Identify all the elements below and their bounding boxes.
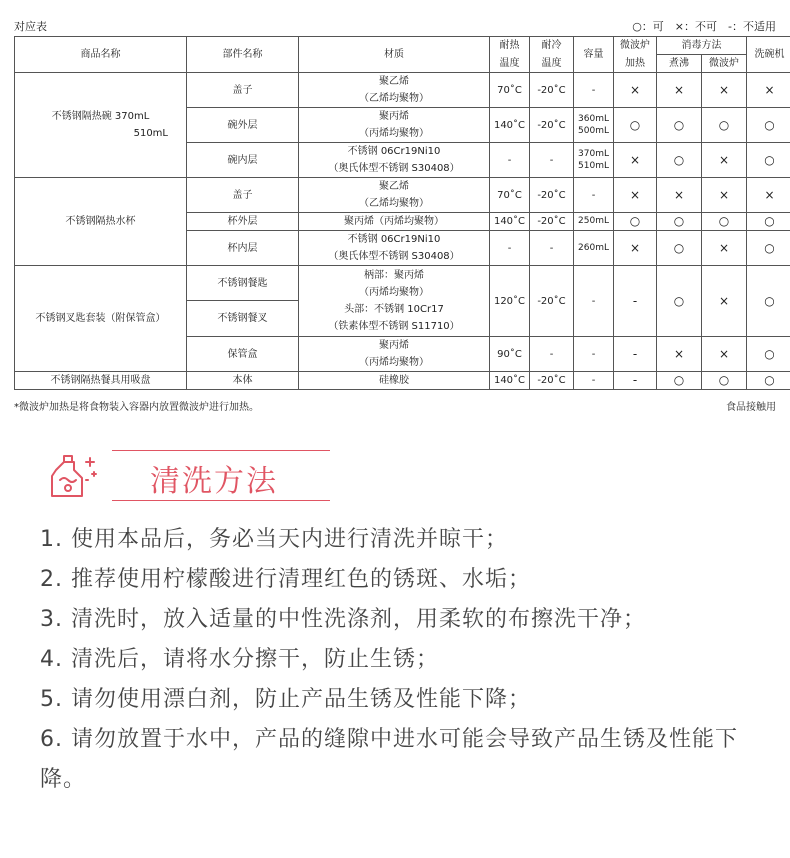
material-cell: 聚乙烯 （乙烯均聚物） — [299, 73, 490, 108]
microwave-disinfect-mark: ○ — [702, 372, 747, 390]
material-cell: 硅橡胶 — [299, 372, 490, 390]
capacity-cell: - — [574, 73, 614, 108]
microwave-mark: × — [614, 143, 657, 178]
heat-cell: - — [490, 143, 530, 178]
capacity-cell: 260mL — [574, 231, 614, 266]
capacity-cell: - — [574, 266, 614, 337]
header-name: 商品名称 — [15, 37, 187, 73]
product-name-cutlery: 不锈钢叉匙套装（附保管盒） — [15, 266, 187, 372]
microwave-disinfect-mark: × — [702, 73, 747, 108]
part-name: 杯内层 — [187, 231, 299, 266]
cold-cell: -20˚C — [530, 213, 574, 231]
table-row — [15, 73, 790, 108]
cold-cell: - — [530, 143, 574, 178]
header-microwave-2: 加热 — [614, 55, 657, 73]
header-heat-1: 耐热 — [490, 37, 530, 55]
dishwasher-mark: × — [747, 73, 790, 108]
table-topline — [14, 18, 776, 36]
list-item: 3. 清洗时，放入适量的中性洗涤剂，用柔软的布擦洗干净； — [40, 607, 646, 632]
boil-mark: ○ — [657, 231, 702, 266]
dishwasher-mark: ○ — [747, 372, 790, 390]
header-microwave-disinfect: 微波炉 — [702, 55, 747, 73]
list-item: 2. 推荐使用柠檬酸进行清理红色的锈斑、水垢； — [40, 567, 531, 592]
dishwasher-mark: ○ — [747, 143, 790, 178]
cold-cell: -20˚C — [530, 73, 574, 108]
material-cell: 聚乙烯 （乙烯均聚物） — [299, 178, 490, 213]
material-cell: 聚丙烯（丙烯均聚物） — [299, 213, 490, 231]
microwave-disinfect-mark: × — [702, 143, 747, 178]
microwave-mark: × — [614, 73, 657, 108]
part-name: 不锈钢餐匙 — [187, 266, 299, 301]
microwave-mark: - — [614, 372, 657, 390]
material-cell: 不锈钢 06Cr19Ni10 （奥氏体型不锈钢 S30408） — [299, 231, 490, 266]
heat-cell: 120˚C — [490, 266, 530, 337]
heat-cell: 70˚C — [490, 73, 530, 108]
microwave-mark: - — [614, 266, 657, 337]
microwave-disinfect-mark: × — [702, 337, 747, 372]
header-material: 材质 — [299, 37, 490, 73]
footnote-food-contact: 食品接触用 — [726, 402, 776, 413]
header-cold-2: 温度 — [530, 55, 574, 73]
cold-cell: - — [530, 337, 574, 372]
compatibility-table — [14, 36, 790, 390]
header-boil: 煮沸 — [657, 55, 702, 73]
capacity-cell: 370mL 510mL — [574, 143, 614, 178]
heat-cell: - — [490, 231, 530, 266]
list-item: 5. 请勿使用漂白剂，防止产品生锈及性能下降； — [40, 687, 531, 712]
table-legend: ○：可 ×：不可 -：不适用 — [632, 20, 776, 33]
part-name: 不锈钢餐叉 — [187, 301, 299, 337]
microwave-mark: × — [614, 231, 657, 266]
list-item: 6. 请勿放置于水中，产品的缝隙中进水可能会导致产品生锈及性能下降。 — [40, 727, 738, 792]
part-name: 保管盒 — [187, 337, 299, 372]
cleaning-steps — [40, 520, 770, 800]
capacity-cell: - — [574, 178, 614, 213]
list-item: 1. 使用本品后，务必当天内进行清洗并晾干； — [40, 527, 508, 552]
dishwasher-mark: ○ — [747, 213, 790, 231]
boil-mark: × — [657, 178, 702, 213]
header-dishwasher: 洗碗机 — [747, 37, 790, 73]
microwave-disinfect-mark: × — [702, 266, 747, 337]
list-item: 4. 清洗后，请将水分擦干，防止生锈； — [40, 647, 439, 672]
boil-mark: ○ — [657, 143, 702, 178]
part-name: 本体 — [187, 372, 299, 390]
material-cell: 聚丙烯 （丙烯均聚物） — [299, 108, 490, 143]
header-part: 部件名称 — [187, 37, 299, 73]
boil-mark: ○ — [657, 266, 702, 337]
dishwasher-mark: ○ — [747, 337, 790, 372]
microwave-mark: × — [614, 178, 657, 213]
capacity-cell: 250mL — [574, 213, 614, 231]
material-cell: 不锈钢 06Cr19Ni10 （奥氏体型不锈钢 S30408） — [299, 143, 490, 178]
header-top-rule — [112, 450, 330, 451]
dishwasher-mark: ○ — [747, 231, 790, 266]
header-disinfect: 消毒方法 — [657, 37, 747, 55]
boil-mark: × — [657, 337, 702, 372]
dishwasher-mark: ○ — [747, 266, 790, 337]
dishwasher-mark: ○ — [747, 108, 790, 143]
product-name-suction: 不锈钢隔热餐具用吸盘 — [15, 372, 187, 390]
heat-cell: 70˚C — [490, 178, 530, 213]
dishwasher-mark: × — [747, 178, 790, 213]
heat-cell: 90˚C — [490, 337, 530, 372]
footnote-microwave: *微波炉加热是将食物装入容器内放置微波炉进行加热。 — [14, 402, 259, 413]
product-name-bowl: 不锈钢隔热碗 370mL 510mL — [15, 73, 187, 178]
table-title: 对应表 — [14, 20, 47, 33]
microwave-disinfect-mark: × — [702, 178, 747, 213]
cold-cell: -20˚C — [530, 372, 574, 390]
header-bottom-rule — [112, 500, 330, 501]
cold-cell: -20˚C — [530, 266, 574, 337]
part-name: 碗内层 — [187, 143, 299, 178]
microwave-disinfect-mark: ○ — [702, 108, 747, 143]
cleaning-bottle-icon — [42, 450, 100, 502]
boil-mark: ○ — [657, 372, 702, 390]
part-name: 碗外层 — [187, 108, 299, 143]
part-name: 盖子 — [187, 73, 299, 108]
heat-cell: 140˚C — [490, 372, 530, 390]
table-row — [15, 178, 790, 213]
cold-cell: -20˚C — [530, 178, 574, 213]
boil-mark: ○ — [657, 108, 702, 143]
header-heat-2: 温度 — [490, 55, 530, 73]
part-name: 盖子 — [187, 178, 299, 213]
capacity-cell: - — [574, 337, 614, 372]
capacity-cell: 360mL 500mL — [574, 108, 614, 143]
table-row — [15, 266, 790, 301]
product-name-cup: 不锈钢隔热水杯 — [15, 178, 187, 266]
capacity-cell: - — [574, 372, 614, 390]
cold-cell: -20˚C — [530, 108, 574, 143]
microwave-disinfect-mark: × — [702, 231, 747, 266]
section-title: 清洗方法 — [150, 464, 278, 499]
microwave-mark: ○ — [614, 213, 657, 231]
header-cold-1: 耐冷 — [530, 37, 574, 55]
material-cell: 柄部：聚丙烯 （丙烯均聚物） 头部：不锈钢 10Cr17 （铁素体型不锈钢 S11710） — [299, 266, 490, 337]
microwave-disinfect-mark: ○ — [702, 213, 747, 231]
header-capacity: 容量 — [574, 37, 614, 73]
material-cell: 聚丙烯 （丙烯均聚物） — [299, 337, 490, 372]
heat-cell: 140˚C — [490, 108, 530, 143]
boil-mark: × — [657, 73, 702, 108]
microwave-mark: - — [614, 337, 657, 372]
microwave-mark: ○ — [614, 108, 657, 143]
part-name: 杯外层 — [187, 213, 299, 231]
boil-mark: ○ — [657, 213, 702, 231]
table-row — [15, 372, 790, 390]
cleaning-section-header — [42, 450, 332, 506]
header-microwave-1: 微波炉 — [614, 37, 657, 55]
cold-cell: - — [530, 231, 574, 266]
heat-cell: 140˚C — [490, 213, 530, 231]
